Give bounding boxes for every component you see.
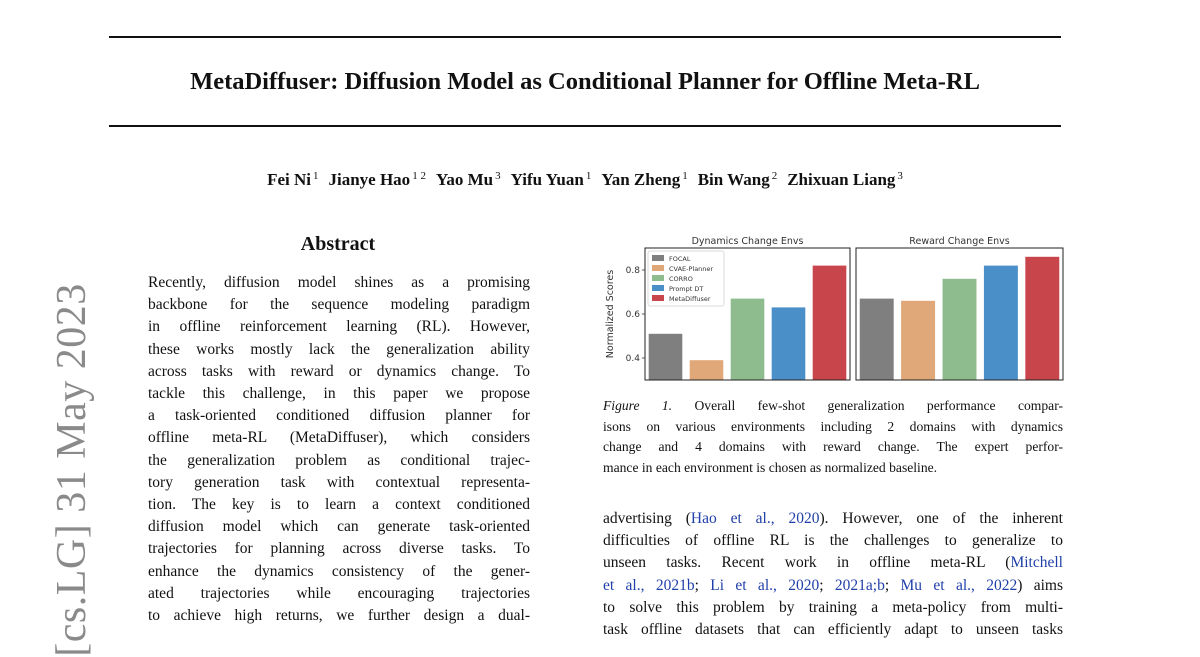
author	[328, 170, 425, 189]
legend-swatch	[652, 255, 664, 261]
bar-focal	[860, 299, 894, 380]
citation-link[interactable]: Li et al., 2020	[710, 576, 820, 594]
legend-entry: Prompt DT	[669, 285, 704, 293]
abstract-line: Recently, diffusion model shines as a promising	[148, 274, 530, 291]
citation-link[interactable]: Mu et al., 2022	[900, 576, 1018, 594]
caption-line	[603, 458, 1063, 479]
y-tick-label: 0.8	[625, 266, 640, 276]
abstract-line: ated trajectories while encouraging trajectories	[148, 584, 530, 602]
abstract-line: tory generation task with contextual representa-	[148, 473, 530, 491]
body-line	[603, 552, 1063, 574]
abstract-line: these works mostly lack the generalization ability	[148, 340, 530, 358]
abstract-line: diffusion model which can generate task-oriented	[148, 518, 530, 536]
bar-corro	[943, 279, 977, 380]
body-text: task offline datasets that can efficiently adapt to unseen tasks	[603, 621, 1063, 639]
body-text: to solve this problem by training a meta-policy from multi-	[603, 598, 1063, 616]
abstract-line: in offline reinforcement learning (RL). However,	[148, 318, 530, 336]
bar-metadiffuser	[1025, 257, 1059, 380]
abstract-line: offline meta-RL (MetaDiffuser), which considers	[148, 429, 530, 447]
caption-text: Overall few-shot generalization performance compar-	[672, 398, 1063, 413]
legend-entry: CORRO	[669, 275, 693, 283]
paper-title: MetaDiffuser: Diffusion Model as Conditional Planner for Offline Meta-RL	[190, 68, 980, 95]
bar-metadiffuser	[813, 266, 847, 380]
bar-cvae-planner	[901, 301, 935, 380]
caption-text: change and 4 domains with reward change. The expert perfor-	[603, 439, 1063, 454]
body-text: ). However, one of the inherent	[819, 510, 1063, 527]
body-text: ;	[819, 576, 835, 594]
author	[511, 170, 592, 189]
panel-title: Dynamics Change Envs	[691, 236, 804, 247]
bar-corro	[731, 299, 765, 380]
y-axis-label: Normalized Scores	[605, 269, 616, 359]
figure-label: Figure 1.	[603, 398, 673, 413]
legend-entry: CVAE-Planner	[669, 265, 714, 273]
abstract-line: trajectories for planning across diverse tasks. To	[148, 540, 530, 558]
legend-entry: FOCAL	[669, 255, 691, 263]
bar-focal	[649, 334, 683, 380]
author-affiliation: 1	[585, 170, 592, 182]
author-affiliation: 1	[682, 170, 688, 182]
author-name: Yan Zheng	[601, 170, 681, 189]
abstract-line: enhance the dynamics consistency of the gener-	[148, 562, 530, 580]
author-name: Yao Mu	[435, 170, 494, 189]
abstract-line: to achieve high returns, we further design a dual-	[148, 607, 530, 625]
author	[787, 170, 903, 189]
author	[601, 170, 687, 189]
bar-cvae-planner	[690, 360, 724, 380]
legend-swatch	[652, 285, 664, 291]
bar-prompt-dt	[772, 307, 806, 380]
author-name: Yifu Yuan	[510, 170, 584, 189]
author-affiliation: 1 2	[412, 170, 426, 182]
abstract-heading: Abstract	[300, 233, 376, 255]
author-list	[109, 170, 1061, 190]
body-line	[603, 597, 1063, 619]
body-line	[603, 619, 1063, 641]
abstract-line: backbone for the sequence modeling paradigm	[148, 296, 530, 314]
abstract-line: the generalization problem as conditional trajec-	[148, 451, 530, 469]
caption-text: isons on various environments including 2 domains with dynamics	[603, 418, 1063, 434]
author-affiliation: 3	[495, 170, 501, 182]
author	[698, 170, 777, 189]
figure-caption	[603, 396, 1063, 478]
citation-link[interactable]: et al., 2021b	[603, 576, 695, 594]
body-text: ) aims	[1017, 576, 1064, 594]
panel-title: Reward Change Envs	[909, 236, 1010, 247]
abstract-body	[148, 272, 530, 627]
abstract-line: tackle this challenge, in this paper we propose	[148, 385, 530, 403]
author-name: Fei Ni	[267, 170, 311, 189]
author-affiliation: 2	[771, 170, 778, 182]
figure-1-chart	[600, 232, 1068, 382]
y-tick-label: 0.4	[625, 354, 640, 364]
body-text: ;	[884, 576, 901, 594]
body-text: unseen tasks. Recent work in offline meta-RL (	[603, 554, 1011, 572]
legend-swatch	[652, 265, 664, 271]
author-affiliation: 3	[897, 170, 903, 182]
legend-swatch	[652, 295, 664, 301]
author	[267, 170, 318, 189]
body-line	[603, 575, 1063, 597]
citation-link[interactable]: 2021a;b	[834, 576, 885, 594]
body-text: difficulties of offline RL is the challenges to generalize to	[603, 532, 1063, 550]
caption-line	[603, 437, 1063, 458]
author	[436, 170, 501, 189]
abstract-line: tion. The key is to learn a context conditioned	[148, 496, 530, 514]
caption-line	[603, 417, 1063, 438]
abstract-line: across tasks with reward or dynamics change. To	[148, 362, 530, 380]
author-affiliation: 1	[312, 170, 319, 182]
arxiv-stamp: [cs.LG] 31 May 2023	[49, 283, 95, 657]
abstract-line: a task-oriented conditioned diffusion planner for	[148, 407, 530, 425]
header-rule-top	[109, 36, 1061, 38]
citation-link[interactable]: Hao et al., 2020	[690, 510, 820, 527]
caption-text: mance in each environment is chosen as normalized baseline.	[603, 459, 938, 475]
legend-swatch	[652, 275, 664, 281]
author-name: Bin Wang	[697, 170, 770, 189]
author-name: Jianye Hao	[328, 170, 411, 189]
right-column-body	[603, 508, 1063, 641]
body-line	[603, 508, 1063, 530]
body-line	[603, 530, 1063, 552]
bar-prompt-dt	[984, 266, 1018, 380]
caption-line	[603, 396, 1063, 417]
body-text: advertising (	[603, 510, 691, 527]
header-rule-bottom	[109, 125, 1061, 127]
author-name: Zhixuan Liang	[787, 170, 896, 189]
legend-entry: MetaDiffuser	[669, 295, 711, 303]
citation-link[interactable]: Mitchell	[1010, 554, 1063, 572]
body-text: ;	[694, 576, 711, 594]
y-tick-label: 0.6	[625, 310, 640, 320]
